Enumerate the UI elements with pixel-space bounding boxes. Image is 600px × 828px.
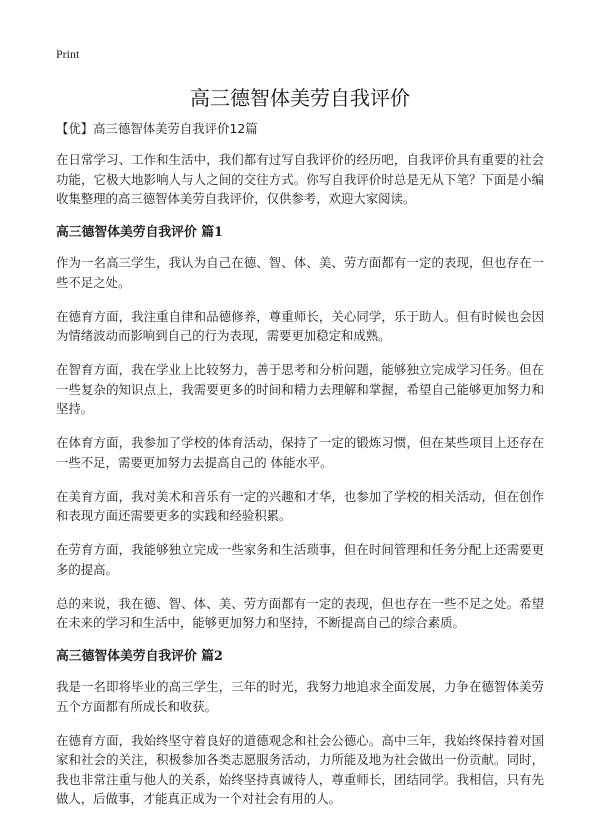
section-1-paragraph-6: 在劳育方面，我能够独立完成一些家务和生活琐事，但在时间管理和任务分配上还需要更多的提高。 — [56, 542, 544, 577]
section-1-paragraph-7: 总的来说，我在德、智、体、美、劳方面都有一定的表现，但也存在一些不足之处。希望在未来的学习和生活中，能够更加努力和坚持，不断提高自己的综合素质。 — [56, 595, 544, 630]
section-1-paragraph-3: 在智育方面，我在学业上比较努力，善于思考和分析问题，能够独立完成学习任务。但在一些复杂的知识点上，我需要更多的时间和精力去理解和掌握，希望自己能够更加努力和坚持。 — [56, 362, 544, 416]
page-title: 高三德智体美劳自我评价 — [190, 86, 410, 110]
section-1-paragraph-2: 在德育方面，我注重自律和品德修养，尊重师长，关心同学，乐于助人。但有时候也会因为情绪波动而影响到自己的行为表现，需要更加稳定和成熟。 — [56, 308, 544, 343]
section-1-paragraph-4: 在体育方面，我参加了学校的体育活动，保持了一定的锻炼习惯，但在某些项目上还存在一些不足，需要更加努力去提高自己的 体能水平。 — [56, 435, 544, 470]
print-link[interactable]: Print — [56, 47, 80, 61]
section-2-paragraph-2: 在德育方面，我始终坚守着良好的道德观念和社会公德心。高中三年，我始终保持着对国家和社会的关注，积极参加各类志愿服务活动，力所能及地为社会做出一份贡献。同时，我也非常注重与他人的关系，始终坚持真诚待人，尊重师长，团结同学。我相信，只有先做人，后做事，才能真正成为一个对社会有用的人。 — [56, 732, 544, 806]
article-subtitle: 【优】高三德智体美劳自我评价12篇 — [56, 121, 258, 136]
section-1-heading: 高三德智体美劳自我评价 篇1 — [56, 225, 223, 240]
section-1-paragraph-1: 作为一名高三学生，我认为自己在德、智、体、美、劳方面都有一定的表现，但也存在一些不足之处。 — [56, 255, 544, 290]
section-2-paragraph-1: 我是一名即将毕业的高三学生，三年的时光，我努力地追求全面发展，力争在德智体美劳五个方面都有所成长和收获。 — [56, 679, 544, 714]
section-2-heading: 高三德智体美劳自我评价 篇2 — [56, 649, 223, 664]
article-body — [56, 119, 544, 823]
section-1-paragraph-5: 在美育方面，我对美术和音乐有一定的兴趣和才华，也参加了学校的相关活动，但在创作和表现方面还需要更多的实践和经验积累。 — [56, 488, 544, 523]
intro-paragraph: 在日常学习、工作和生活中，我们都有过写自我评价的经历吧，自我评价具有重要的社会功能，它极大地影响人与人之间的交往方式。你写自我评价时总是无从下笔？下面是小编收集整理的高三德智体美劳自我评价，仅供参考，欢迎大家阅读。 — [56, 152, 544, 206]
